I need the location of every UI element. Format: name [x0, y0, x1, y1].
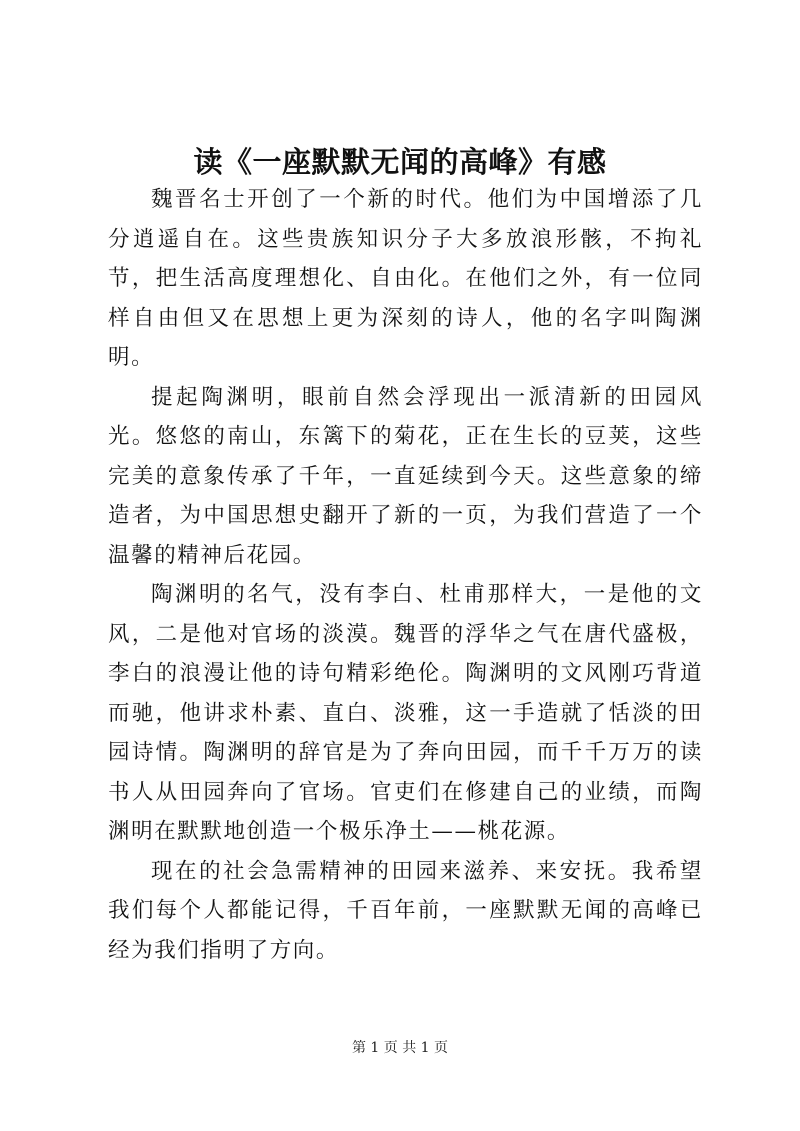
paragraph-1: 魏晋名士开创了一个新的时代。他们为中国增添了几分逍遥自在。这些贵族知识分子大多放浪形骸，不拘礼节，把生活高度理想化、自由化。在他们之外，有一位同样自由但又在思想上更为深刻的诗人，他的名字叫陶渊明。 — [108, 187, 703, 370]
document-body — [108, 180, 703, 970]
paragraph-2: 提起陶渊明，眼前自然会浮现出一派清新的田园风光。悠悠的南山，东篱下的菊花，正在生长的豆荚，这些完美的意象传承了千年，一直延续到今天。这些意象的缔造者，为中国思想史翻开了新的一页，为我们营造了一个温馨的精神后花园。 — [108, 384, 703, 568]
page-footer: 第 1 页 共 1 页 — [351, 1040, 449, 1056]
paragraph-3: 陶渊明的名气，没有李白、杜甫那样大，一是他的文风，二是他对官场的淡漠。魏晋的浮华之气在唐代盛极，李白的浪漫让他的诗句精彩绝伦。陶渊明的文风刚巧背道而驰，他讲求朴素、直白、淡雅，这一手造就了恬淡的田园诗情。陶渊明的辞官是为了奔向田园，而千千万万的读书人从田园奔向了官场。官吏们在修建自己的业绩，而陶渊明在默默地创造一个极乐净土——桃花源。 — [108, 582, 703, 844]
paragraph-4: 现在的社会急需精神的田园来滋养、来安抚。我希望我们每个人都能记得，千百年前，一座默默无闻的高峰已经为我们指明了方向。 — [108, 858, 703, 963]
document-title: 读《一座默默无闻的高峰》有感 — [193, 145, 607, 179]
